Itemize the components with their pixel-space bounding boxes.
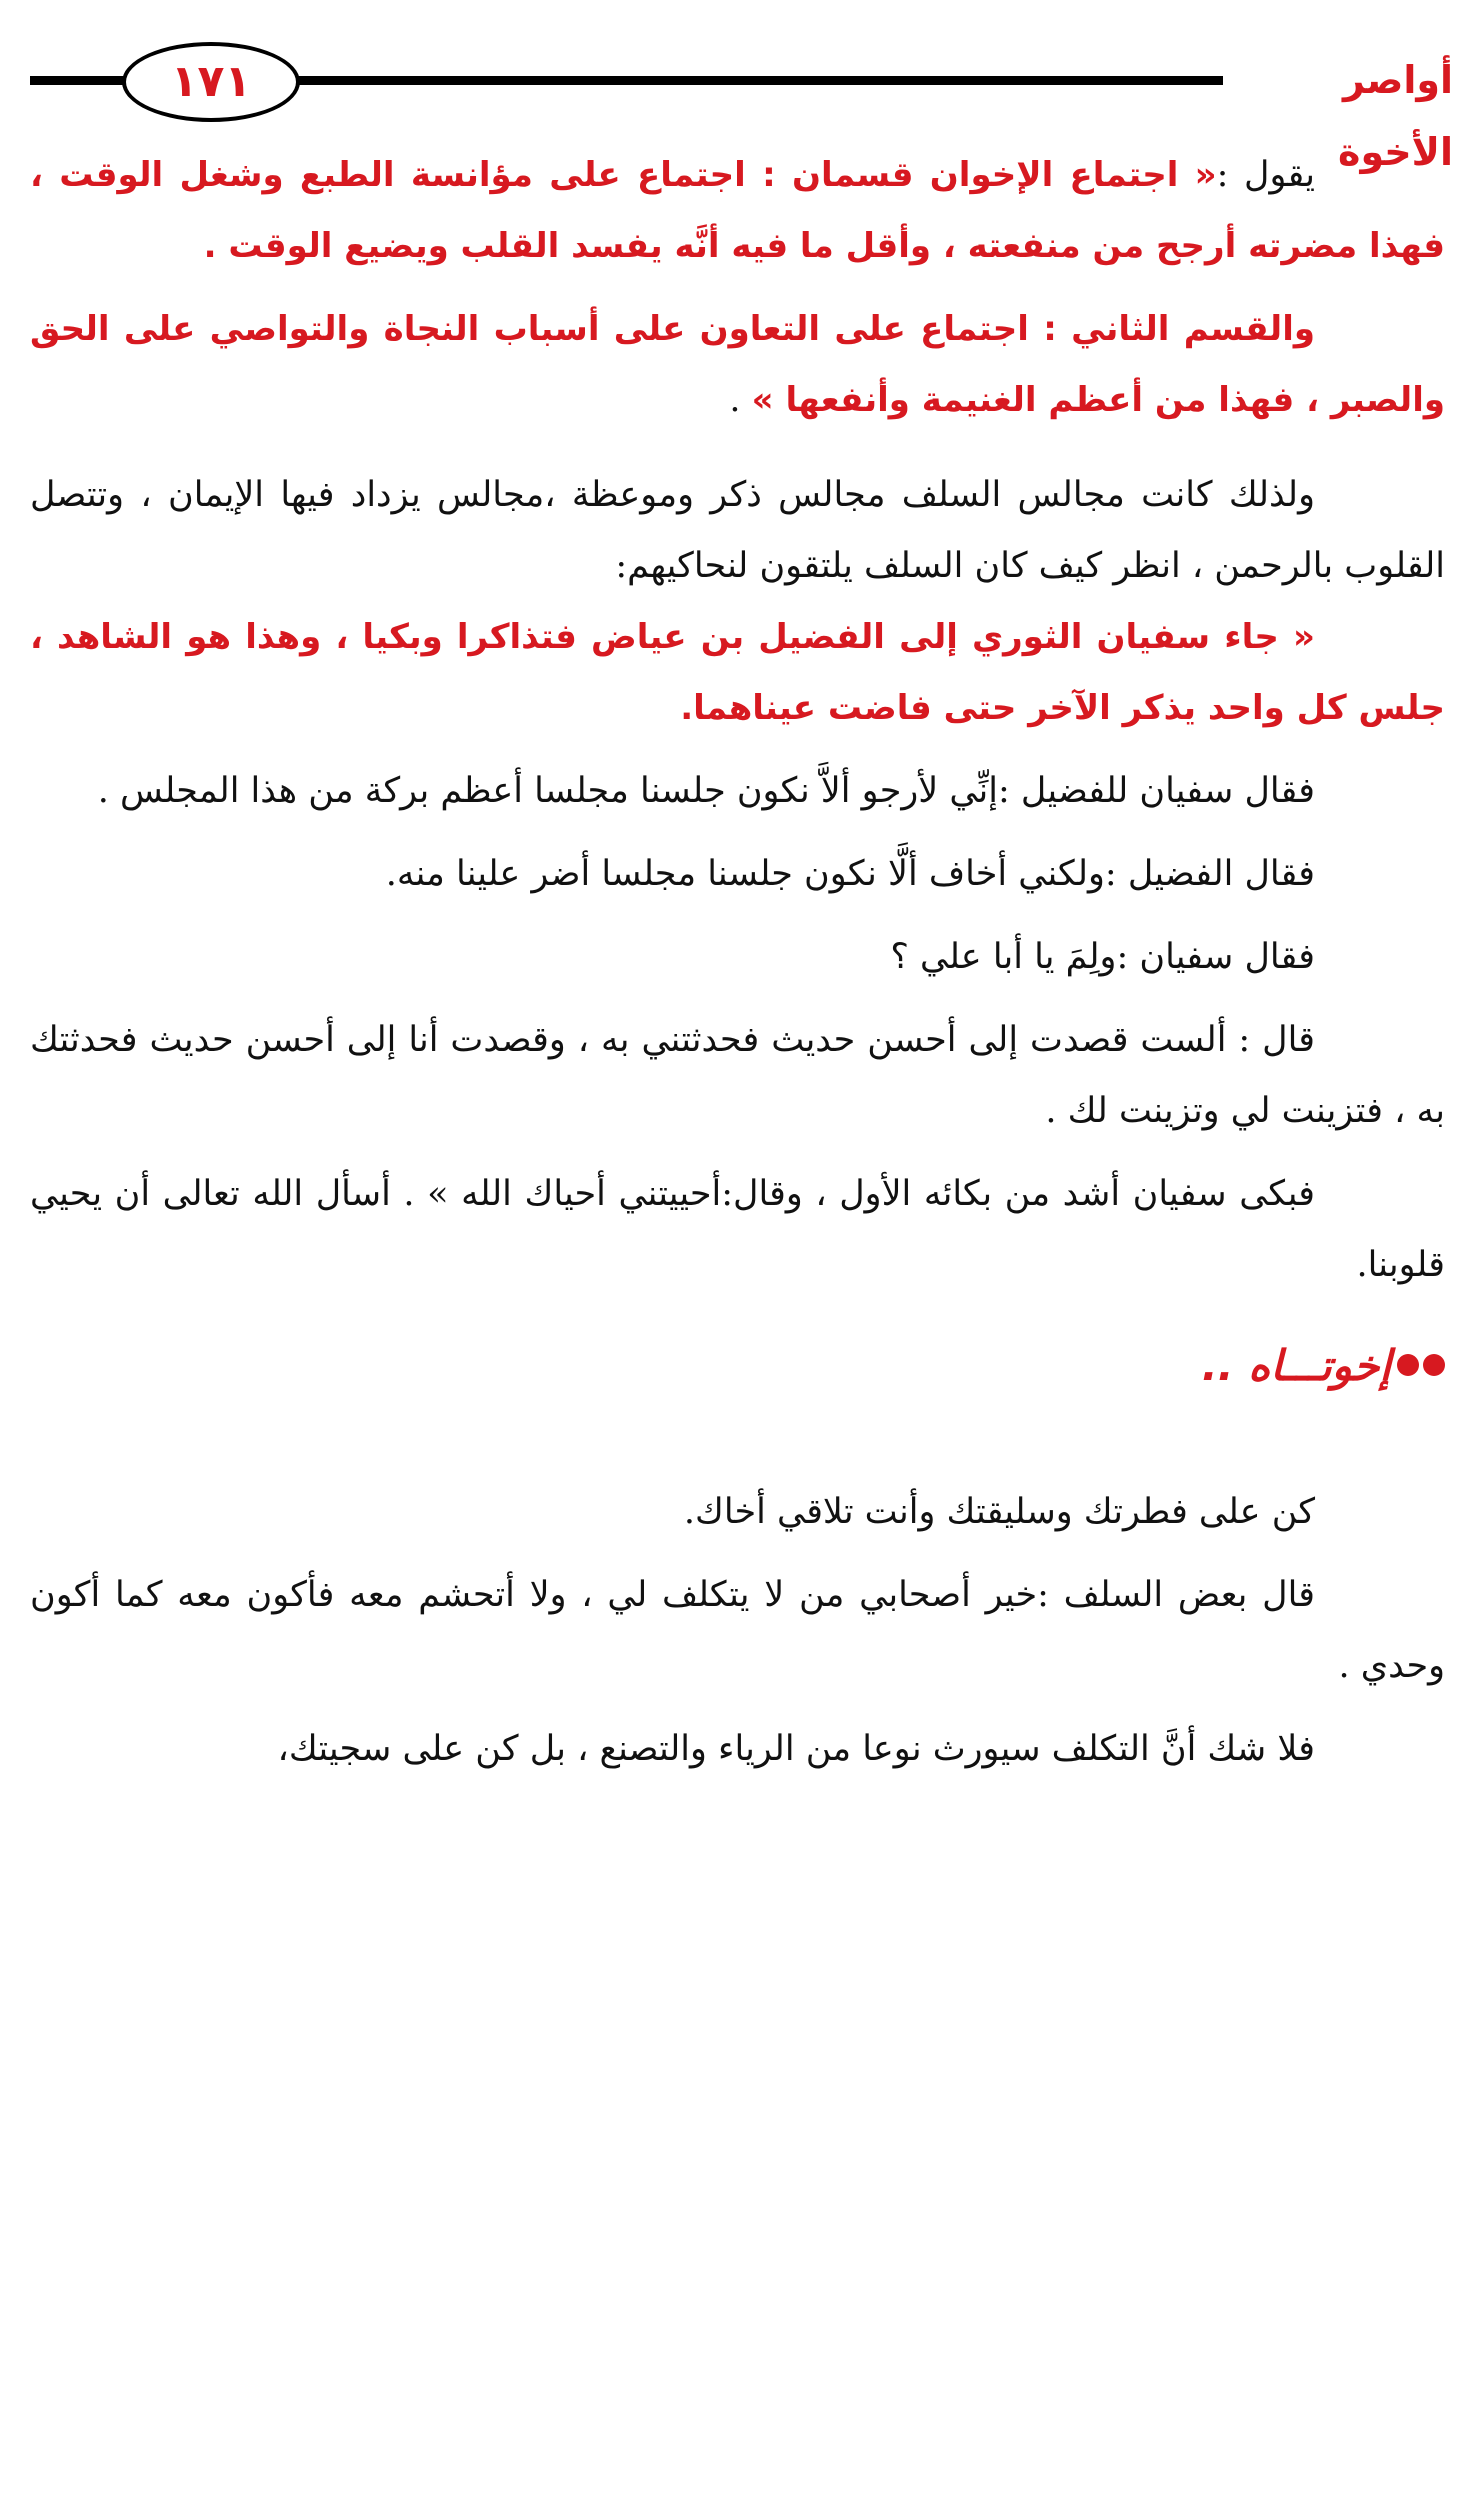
paragraph-quote-2 — [30, 294, 1445, 436]
heading-bullets-icon — [1397, 1354, 1445, 1376]
bullet-icon — [1397, 1354, 1419, 1376]
page-number: ١٧١ — [122, 42, 300, 122]
page-header — [30, 30, 1453, 174]
paragraph: فبكى سفيان أشد من بكائه الأول ، وقال:أحييتني أحياك الله » . أسأل الله تعالى أن يحيي قلوبنا. — [30, 1174, 1445, 1285]
paragraph: ولذلك كانت مجالس السلف مجالس ذكر وموعظة ،مجالس يزداد فيها الإيمان ، وتتصل القلوب بالرحمن ، انظر كيف كان السلف يلتقون لنحاكيهم: — [30, 475, 1445, 586]
quote-text: « اجتماع الإخوان قسمان : اجتماع على مؤانسة الطبع وشغل الوقت ، فهذا مضرته أرجح من منفعته ، وأقل ما فيه أنَّه يفسد القلب ويضيع الوقت . — [30, 155, 1445, 266]
paragraph-tail: . — [729, 380, 752, 420]
running-title: أواصر الأخوة — [1338, 58, 1453, 174]
paragraph-quote-3 — [30, 602, 1445, 744]
paragraph-lead: يقول : — [1216, 155, 1315, 195]
paragraph: كن على فطرتك وسليقتك وأنت تلاقي أخاك. — [683, 1492, 1315, 1532]
paragraph: فلا شك أنَّ التكلف سيورث نوعا من الرياء والتصنع ، بل كن على سجيتك، — [277, 1729, 1315, 1769]
paragraph: فقال الفضيل :ولكني أخاف ألَّا نكون جلسنا مجلسا أضر علينا منه. — [385, 854, 1315, 894]
section-heading-text: إخوتـــاه .. — [1201, 1340, 1391, 1390]
paragraph-quote-1 — [30, 140, 1445, 282]
section-heading — [30, 1325, 1445, 1405]
paragraph: قال : ألست قصدت إلى أحسن حديث فحدثتني به ، وقصدت أنا إلى أحسن حديث فحدثتك به ، فتزينت لي وتزينت لك . — [30, 1020, 1445, 1131]
paragraph: فقال سفيان للفضيل :إنِّي لأرجو ألاَّ نكون جلسنا مجلسا أعظم بركة من هذا المجلس . — [97, 771, 1315, 811]
paragraph: قال بعض السلف :خير أصحابي من لا يتكلف لي ، ولا أتحشم معه فأكون معه كما أكون وحدي . — [30, 1575, 1445, 1686]
page-content — [30, 140, 1445, 1785]
bullet-icon — [1423, 1354, 1445, 1376]
paragraph: فقال سفيان :ولِمَ يا أبا علي ؟ — [890, 937, 1315, 977]
quote-text: « جاء سفيان الثوري إلى الفضيل بن عياض فتذاكرا وبكيا ، وهذا هو الشاهد ، جلس كل واحد يذكر الآخر حتى فاضت عيناهما. — [30, 617, 1445, 728]
quote-text: والقسم الثاني : اجتماع على التعاون على أسباب النجاة والتواصي على الحق والصبر ، فهذا من أعظم الغنيمة وأنفعها » — [30, 309, 1445, 420]
